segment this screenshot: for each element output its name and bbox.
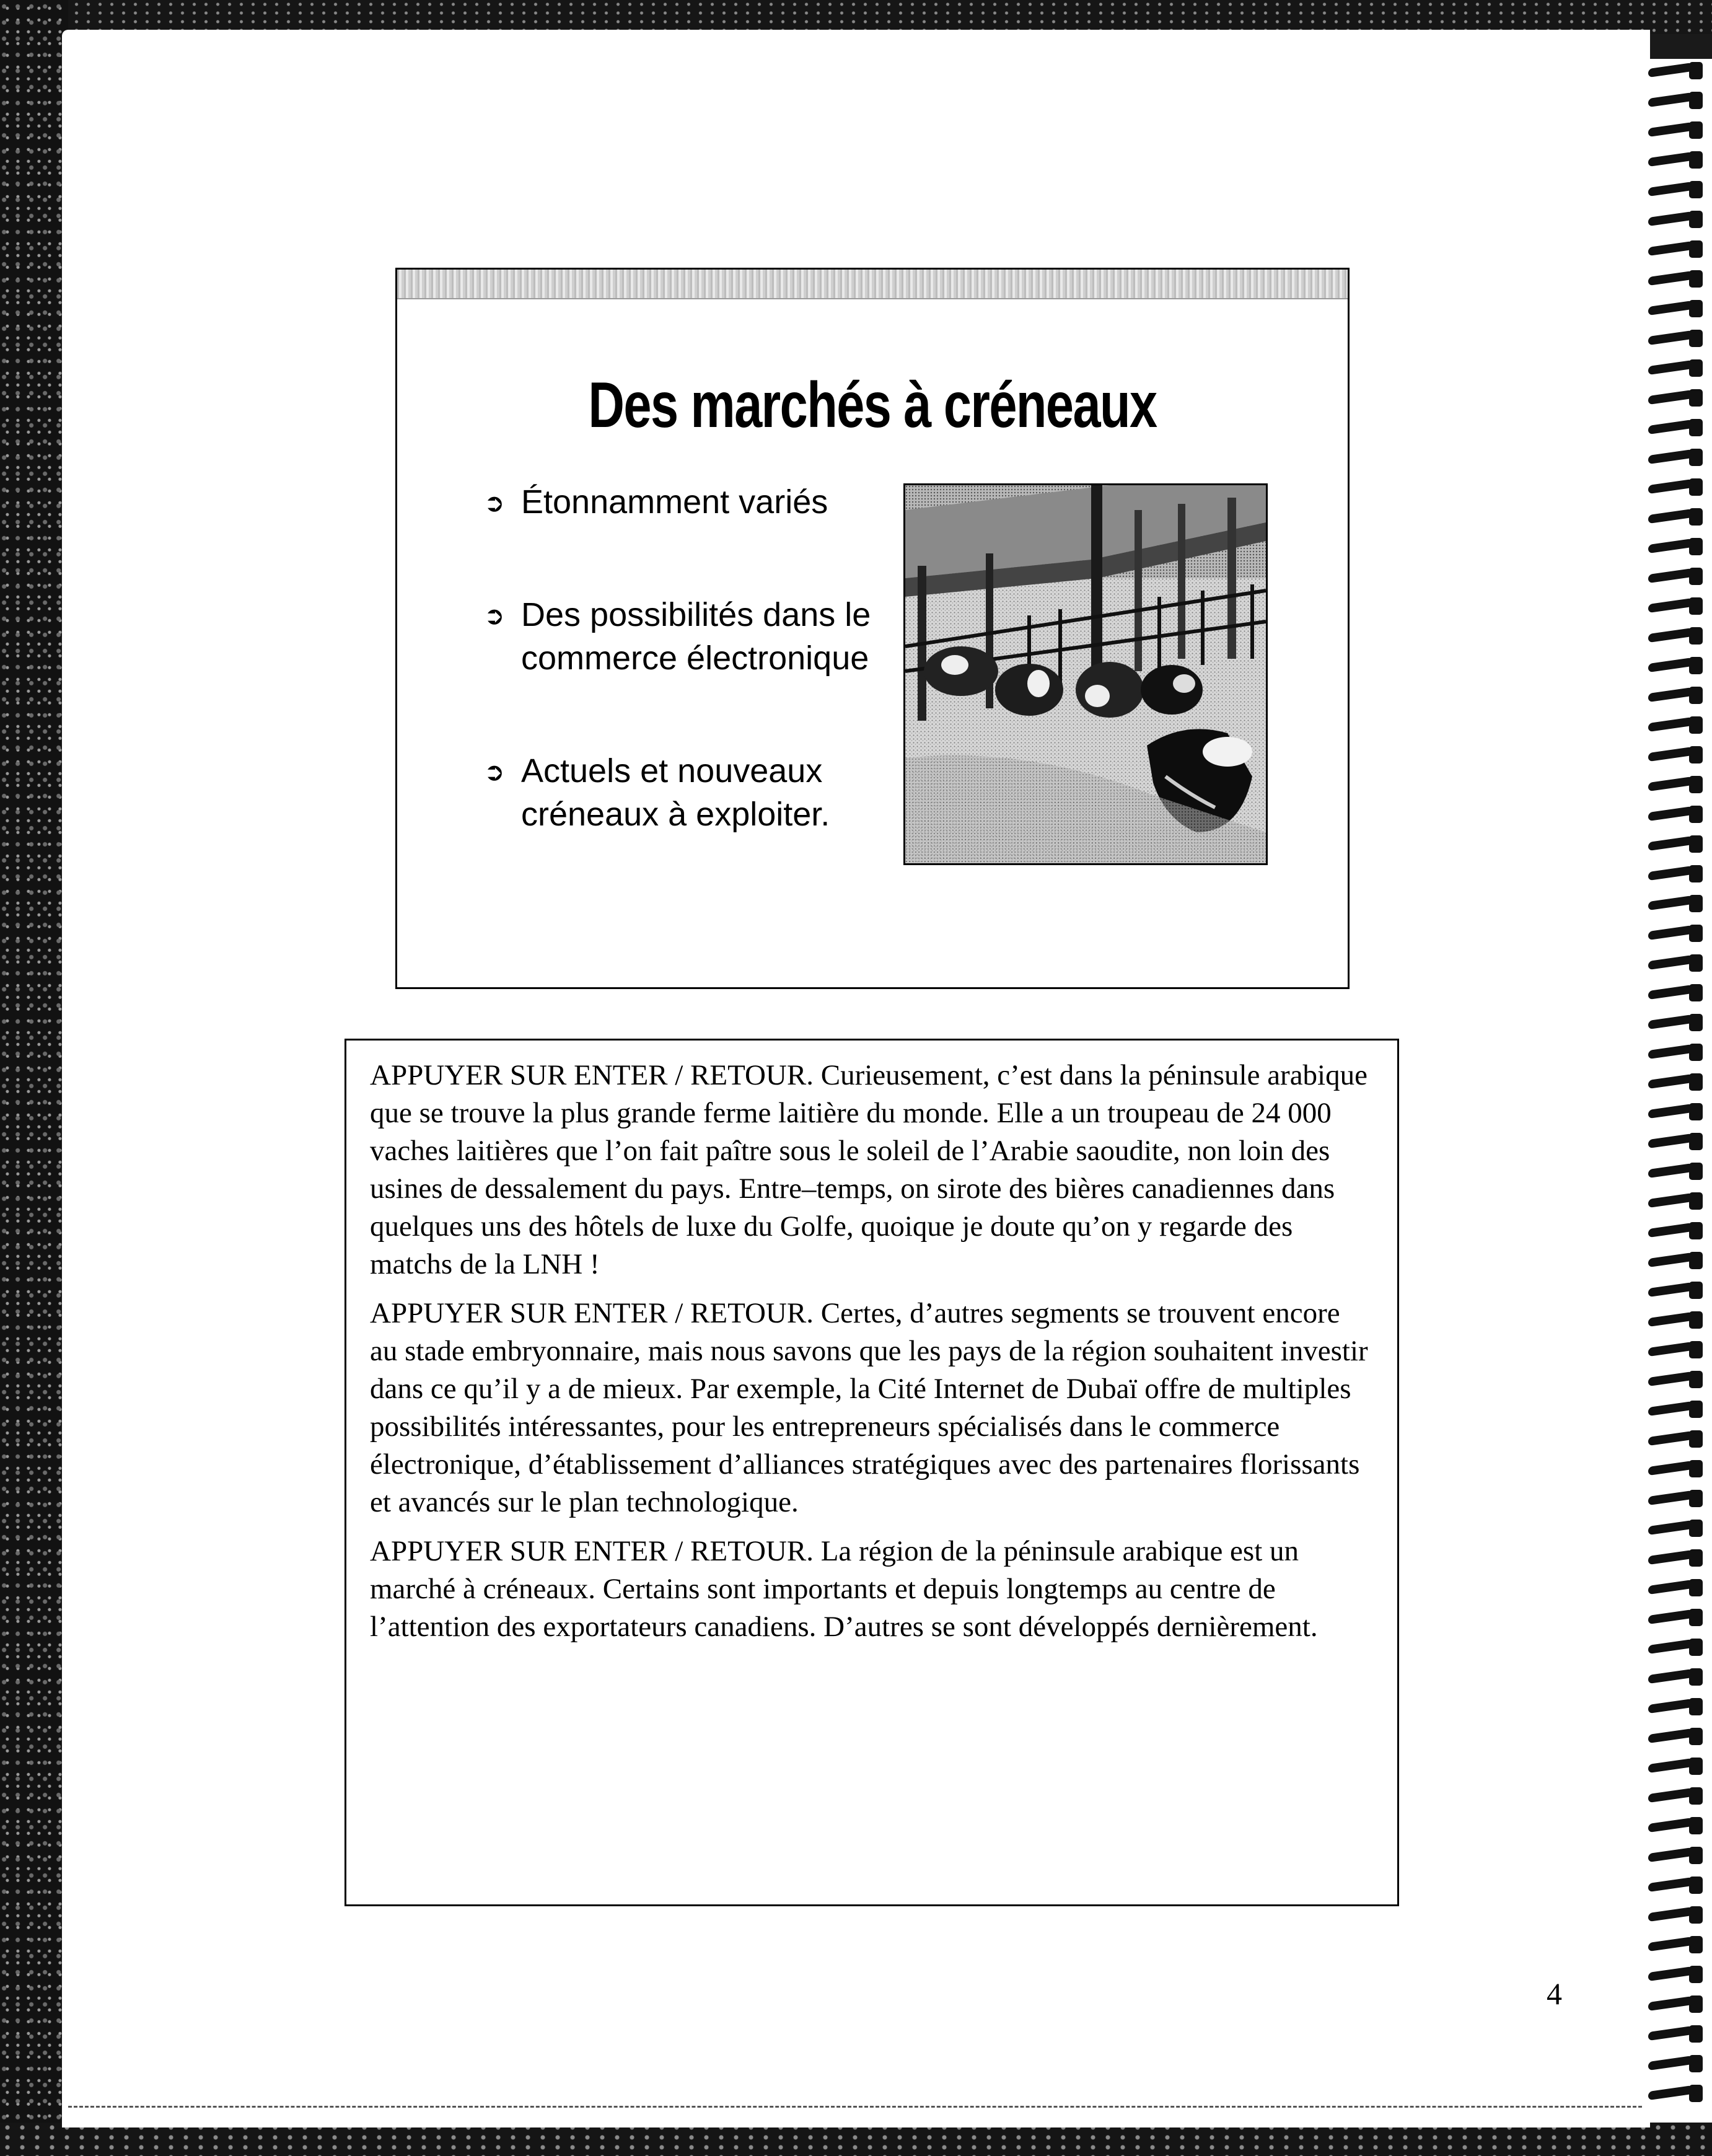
spiral-coil bbox=[1648, 389, 1710, 408]
spiral-coil bbox=[1648, 240, 1710, 259]
spiral-coil bbox=[1648, 716, 1710, 735]
notes-paragraph: APPUYER SUR ENTER / RETOUR. Certes, d’autres segments se trouvent encore au stade embryonnaire, mais nous savons que les pays de la région souhaitent investir dans ce qu’il y a de mieux. Par exemple, la Cité Internet de Dubaï offre de multiples possibilités intéressantes, pour les entrepreneurs spécialisés dans le commerce électronique, d’établissement d’alliances stratégiques avec des partenaires florissants et avancés sur le plan technologique. bbox=[370, 1297, 1368, 1518]
slide-bullet-list bbox=[484, 480, 918, 905]
spiral-coil bbox=[1648, 151, 1710, 170]
spiral-coil bbox=[1648, 1609, 1710, 1627]
page-bottom-edge bbox=[68, 2106, 1642, 2108]
spiral-coil bbox=[1648, 597, 1710, 616]
spiral-coil bbox=[1648, 1758, 1710, 1776]
arrow-bullet-icon: ➲ bbox=[484, 490, 505, 517]
dairy-cows-photo bbox=[903, 483, 1268, 865]
spiral-coil bbox=[1648, 776, 1710, 794]
spiral-coil bbox=[1648, 270, 1710, 289]
spiral-coil bbox=[1648, 1311, 1710, 1330]
slide-header-banner bbox=[397, 270, 1348, 299]
scan-border-top bbox=[0, 0, 1712, 34]
spiral-coil bbox=[1648, 419, 1710, 438]
spiral-coil bbox=[1648, 1520, 1710, 1538]
spiral-coil bbox=[1648, 1728, 1710, 1746]
spiral-coil bbox=[1648, 62, 1710, 81]
spiral-coil bbox=[1648, 984, 1710, 1003]
spiral-coil bbox=[1648, 1877, 1710, 1895]
spiral-coil bbox=[1648, 1133, 1710, 1151]
spiral-coil bbox=[1648, 92, 1710, 110]
spiral-coil bbox=[1648, 568, 1710, 586]
spiral-coil bbox=[1648, 806, 1710, 824]
spiral-coil bbox=[1648, 449, 1710, 467]
slide-frame bbox=[395, 268, 1350, 989]
spiral-coil bbox=[1648, 1787, 1710, 1806]
scan-border-left bbox=[0, 0, 68, 2156]
slide-bullet-text: Des possibilités dans le commerce électronique bbox=[521, 596, 871, 677]
spiral-coil bbox=[1648, 627, 1710, 646]
spiral-coil bbox=[1648, 1549, 1710, 1568]
spiral-coil bbox=[1648, 865, 1710, 884]
notes-paragraph: APPUYER SUR ENTER / RETOUR. Curieusement, c’est dans la péninsule arabique que se trouve la plus grande ferme laitière du monde. Elle a un troupeau de 24 000 vaches laitières que l’on fait paître sous le soleil de l’Arabie saoudite, non loin des usines de dessalement du pays. Entre–temps, on sirote des bières canadiennes dans quelques uns des hôtels de luxe du Golfe, quoique je doute qu’on y regarde des matchs de la LNH ! bbox=[370, 1059, 1367, 1280]
spiral-coil bbox=[1648, 359, 1710, 378]
speaker-notes-box bbox=[345, 1039, 1399, 1906]
slide-bullet-text: Actuels et nouveaux créneaux à exploiter. bbox=[521, 752, 830, 833]
spiral-coil bbox=[1648, 1906, 1710, 1925]
spiral-coil bbox=[1648, 1817, 1710, 1836]
slide-bullet bbox=[484, 593, 918, 680]
spiral-coil bbox=[1648, 1639, 1710, 1657]
spiral-coil bbox=[1648, 1966, 1710, 1984]
spiral-coil bbox=[1648, 1163, 1710, 1181]
spiral-coil bbox=[1648, 1401, 1710, 1419]
spiral-coil bbox=[1648, 1460, 1710, 1479]
spiral-coil bbox=[1648, 1698, 1710, 1717]
spiral-coil bbox=[1648, 300, 1710, 319]
spiral-coil bbox=[1648, 1430, 1710, 1449]
spiral-coil bbox=[1648, 211, 1710, 229]
spiral-coil bbox=[1648, 1341, 1710, 1360]
spiral-coil bbox=[1648, 1371, 1710, 1389]
spiral-coil bbox=[1648, 538, 1710, 557]
scan-border-bottom bbox=[0, 2123, 1712, 2156]
spiral-coil bbox=[1648, 1936, 1710, 1955]
spiral-coil bbox=[1648, 1222, 1710, 1241]
slide-bullet-text: Étonnamment variés bbox=[521, 483, 828, 521]
slide-bullet bbox=[484, 749, 918, 836]
spiral-coil bbox=[1648, 1073, 1710, 1092]
spiral-coil bbox=[1648, 687, 1710, 705]
spiral-coil bbox=[1648, 2055, 1710, 2074]
spiral-coil bbox=[1648, 895, 1710, 913]
spiral-coil bbox=[1648, 1490, 1710, 1508]
arrow-bullet-icon: ➲ bbox=[484, 759, 505, 786]
spiral-coil bbox=[1648, 1579, 1710, 1598]
spiral-coil bbox=[1648, 657, 1710, 675]
spiral-coil bbox=[1648, 1014, 1710, 1032]
spiral-coil bbox=[1648, 925, 1710, 943]
spiral-coil bbox=[1648, 1103, 1710, 1122]
notes-paragraph: APPUYER SUR ENTER / RETOUR. La région de la péninsule arabique est un marché à créneaux. Certains sont importants et depuis longtemps au centre de l’attention des exportateurs canadiens. D’autres se sont développés dernièrement. bbox=[370, 1535, 1318, 1643]
spiral-coil bbox=[1648, 835, 1710, 854]
spiral-coil bbox=[1648, 1847, 1710, 1865]
spiral-coil bbox=[1648, 1044, 1710, 1062]
spiral-coil bbox=[1648, 1192, 1710, 1211]
spiral-coil bbox=[1648, 121, 1710, 140]
slide-bullet bbox=[484, 480, 918, 524]
spiral-coil bbox=[1648, 1252, 1710, 1270]
spiral-coil bbox=[1648, 330, 1710, 348]
spiral-coil bbox=[1648, 1995, 1710, 2014]
spiral-coil bbox=[1648, 746, 1710, 765]
spiral-coil bbox=[1648, 1668, 1710, 1687]
spiral-coil bbox=[1648, 954, 1710, 973]
page-number: 4 bbox=[1547, 1976, 1562, 2011]
spiral-coil bbox=[1648, 1282, 1710, 1300]
arrow-bullet-icon: ➲ bbox=[484, 602, 505, 630]
spiral-coil bbox=[1648, 478, 1710, 497]
slide-title: Des marchés à créneaux bbox=[588, 369, 1157, 441]
spiral-coil bbox=[1648, 2025, 1710, 2044]
spiral-coil bbox=[1648, 508, 1710, 527]
spiral-coil bbox=[1648, 181, 1710, 200]
spiral-coil bbox=[1648, 2085, 1710, 2103]
